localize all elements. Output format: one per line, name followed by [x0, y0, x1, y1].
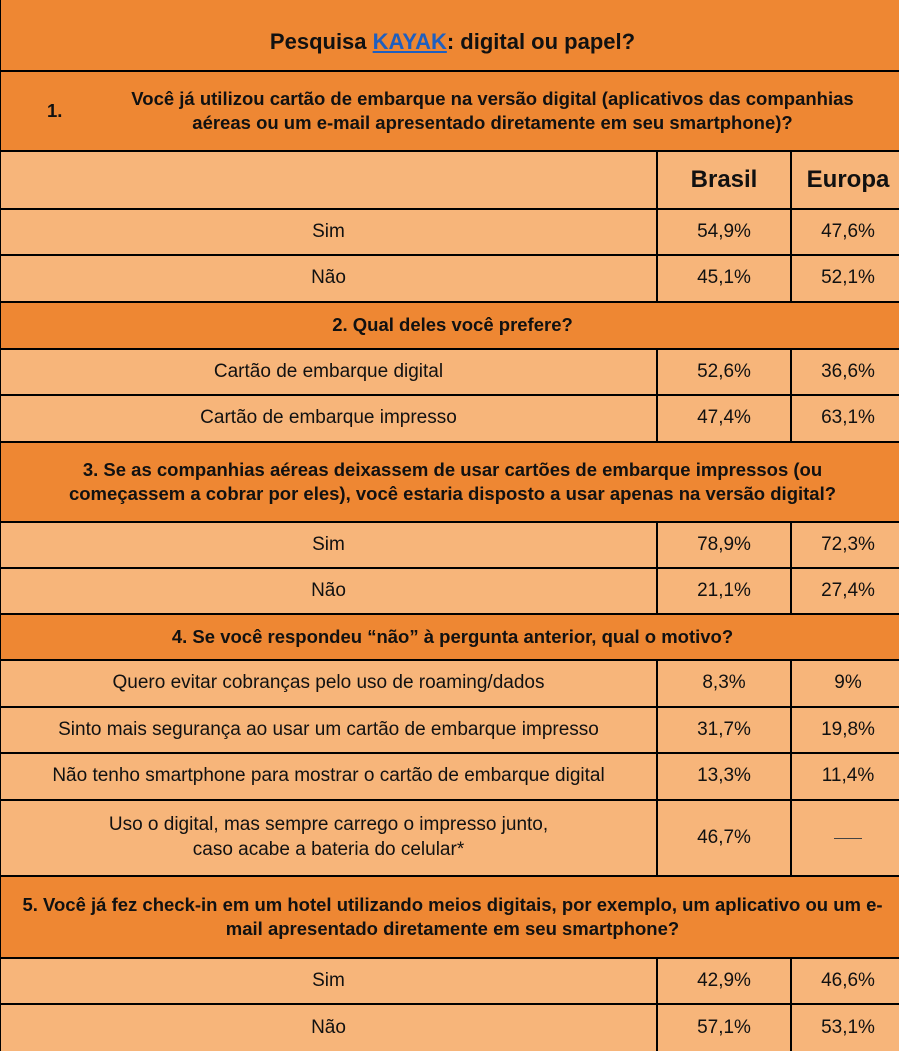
value-europa: 9% [792, 661, 899, 706]
value-europa: 36,6% [792, 350, 899, 394]
value-europa: 72,3% [792, 523, 899, 567]
value-europa: 63,1% [792, 396, 899, 441]
value-brasil: 45,1% [658, 256, 790, 301]
value-europa: 52,1% [792, 256, 899, 301]
row-label: Cartão de embarque impresso [1, 396, 656, 441]
value-europa: 27,4% [792, 569, 899, 613]
row-label: Sim [1, 523, 656, 567]
row-label: Não tenho smartphone para mostrar o cartão de embarque digital [1, 754, 656, 799]
column-brasil: Brasil [658, 152, 790, 208]
header-blank [1, 152, 656, 208]
row-label: Sim [1, 210, 656, 254]
row-label: Sinto mais segurança ao usar um cartão de embarque impresso [1, 708, 656, 752]
question-1-text: Você já utilizou cartão de embarque na versão digital (aplicativos das companhias aéreas ou um e-mail apresentado diretamente em seu smartphone)? [131, 87, 854, 133]
value-brasil: 46,7% [658, 801, 790, 875]
row-label: Cartão de embarque digital [1, 350, 656, 394]
question-3: 3. Se as companhias aéreas deixassem de usar cartões de embarque impressos (ou começassem a cobrar por eles), você estaria disposto a usar apenas na versão digital? [1, 443, 899, 521]
question-2: 2. Qual deles você prefere? [1, 303, 899, 348]
question-1-number: 1. [47, 99, 63, 121]
value-europa: 46,6% [792, 959, 899, 1003]
value-brasil: 47,4% [658, 396, 790, 441]
value-europa: 53,1% [792, 1005, 899, 1051]
row-label-line-1: Uso o digital, mas sempre carrego o impresso junto, [108, 814, 549, 836]
value-europa-empty [792, 801, 899, 875]
value-brasil: 57,1% [658, 1005, 790, 1051]
dash-mark [834, 838, 862, 839]
row-label-line-2: caso acabe a bateria do celular* [192, 839, 465, 860]
row-label: Sim [1, 959, 656, 1003]
value-brasil: 31,7% [658, 708, 790, 752]
row-label: Não [1, 256, 656, 301]
value-brasil: 52,6% [658, 350, 790, 394]
row-label: Não [1, 1005, 656, 1051]
kayak-link[interactable]: KAYAK [372, 28, 447, 54]
row-label-multiline [1, 801, 656, 875]
value-europa: 11,4% [792, 754, 899, 799]
question-1 [1, 72, 899, 150]
value-europa: 19,8% [792, 708, 899, 752]
value-brasil: 21,1% [658, 569, 790, 613]
value-brasil: 42,9% [658, 959, 790, 1003]
title-suffix: : digital ou papel? [446, 28, 636, 54]
table-title [1, 0, 899, 70]
question-5: 5. Você já fez check-in em um hotel utilizando meios digitais, por exemplo, um aplicativo ou um e-mail apresentado diretamente em seu smartphone? [1, 877, 899, 957]
value-brasil: 13,3% [658, 754, 790, 799]
value-europa: 47,6% [792, 210, 899, 254]
column-europa: Europa [792, 152, 899, 208]
value-brasil: 78,9% [658, 523, 790, 567]
row-label: Quero evitar cobranças pelo uso de roaming/dados [1, 661, 656, 706]
title-prefix: Pesquisa [269, 28, 367, 54]
value-brasil: 8,3% [658, 661, 790, 706]
value-brasil: 54,9% [658, 210, 790, 254]
question-4: 4. Se você respondeu “não” à pergunta anterior, qual o motivo? [1, 615, 899, 659]
row-label: Não [1, 569, 656, 613]
